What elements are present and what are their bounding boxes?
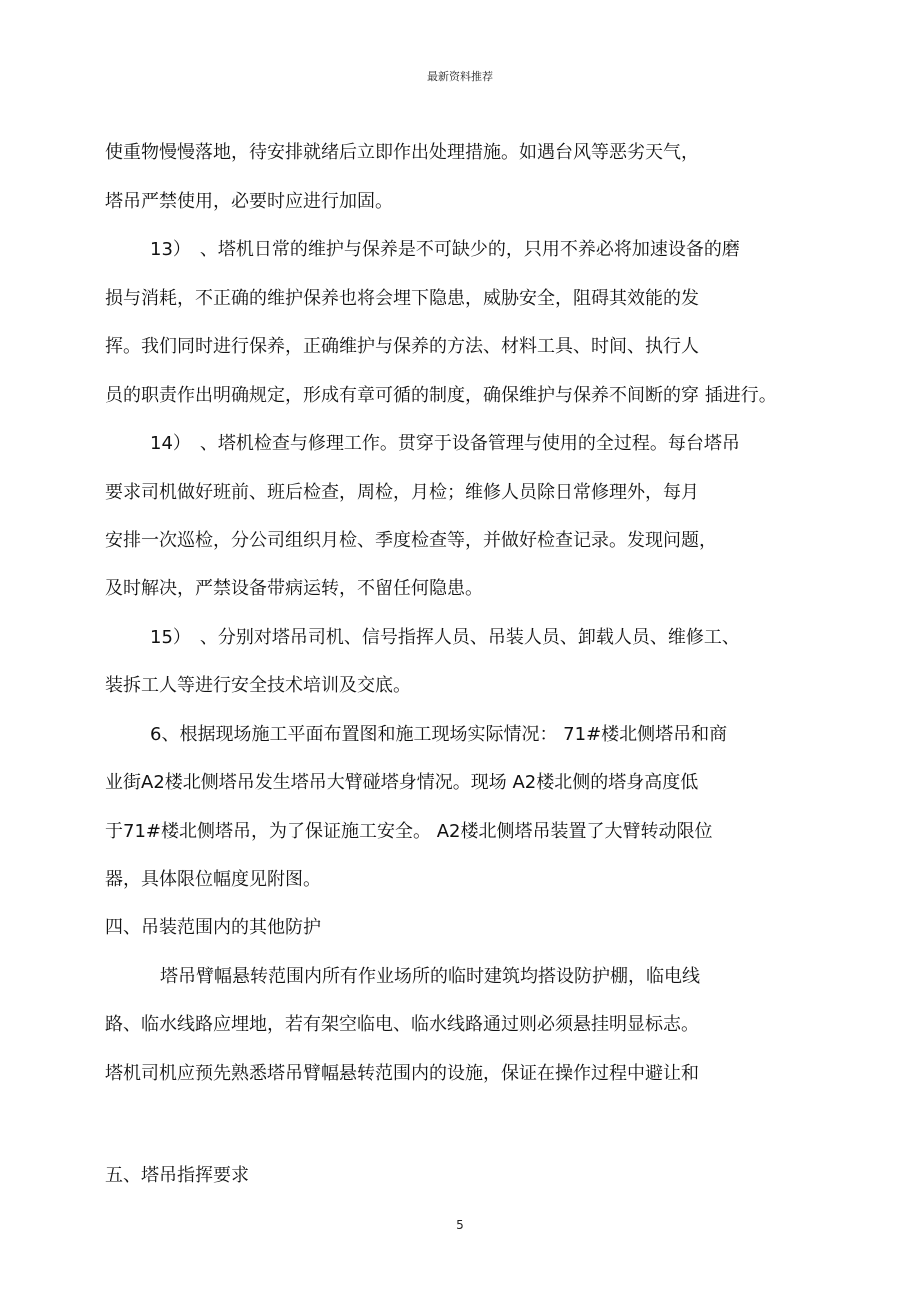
item-6-line-2: 业街A2楼北侧塔吊发生塔吊大臂碰塔身情况。现场 A2楼北侧的塔身高度低 bbox=[105, 772, 699, 793]
item-15-line-2: 装拆工人等进行安全技术培训及交底。 bbox=[105, 675, 411, 696]
item-13-line-4: 员的职责作出明确规定，形成有章可循的制度，确保维护与保养不间断的穿 插进行。 bbox=[105, 385, 777, 406]
section-4-line-2: 路、临水线路应埋地，若有架空临电、临水线路通过则必须悬挂明显标志。 bbox=[105, 1014, 699, 1035]
text-line-2: 塔吊严禁使用，必要时应进行加固。 bbox=[105, 191, 393, 212]
item-13-line-2: 损与消耗，不正确的维护保养也将会埋下隐患，威胁安全，阻碍其效能的发 bbox=[105, 288, 699, 309]
section-4-heading: 四、吊装范围内的其他防护 bbox=[105, 917, 321, 938]
text-line-1: 使重物慢慢落地，待安排就绪后立即作出处理措施。如遇台风等恶劣天气， bbox=[105, 142, 699, 163]
item-14-line-2: 要求司机做好班前、班后检查，周检，月检；维修人员除日常修理外，每月 bbox=[105, 482, 699, 503]
section-4-line-1: 塔吊臂幅悬转范围内所有作业场所的临时建筑均搭设防护棚，临电线 bbox=[160, 966, 700, 987]
item-14-line-3: 安排一次巡检，分公司组织月检、季度检查等，并做好检查记录。发现问题， bbox=[105, 530, 717, 551]
section-4-line-3: 塔机司机应预先熟悉塔吊臂幅悬转范围内的设施，保证在操作过程中避让和 bbox=[105, 1063, 699, 1084]
item-6-line-1: 6、根据现场施工平面布置图和施工现场实际情况： 71#楼北侧塔吊和商 bbox=[150, 724, 728, 745]
item-15-line-1: 15） 、分别对塔吊司机、信号指挥人员、吊装人员、卸载人员、维修工、 bbox=[150, 627, 740, 648]
item-14-line-1: 14） 、塔机检查与修理工作。贯穿于设备管理与使用的全过程。每台塔吊 bbox=[150, 433, 740, 454]
item-6-line-3: 于71#楼北侧塔吊，为了保证施工安全。 A2楼北侧塔吊装置了大臂转动限位 bbox=[105, 821, 713, 842]
item-6-line-4: 器，具体限位幅度见附图。 bbox=[105, 869, 321, 890]
item-14-line-4: 及时解决，严禁设备带病运转，不留任何隐患。 bbox=[105, 578, 483, 599]
section-5-heading: 五、塔吊指挥要求 bbox=[105, 1165, 249, 1186]
item-13-line-3: 挥。我们同时进行保养，正确维护与保养的方法、材料工具、时间、执行人 bbox=[105, 336, 699, 357]
item-13-line-1: 13） 、塔机日常的维护与保养是不可缺少的，只用不养必将加速设备的磨 bbox=[150, 239, 740, 260]
page-header: 最新资料推荐 bbox=[427, 70, 493, 83]
page-number: 5 bbox=[456, 1218, 464, 1232]
